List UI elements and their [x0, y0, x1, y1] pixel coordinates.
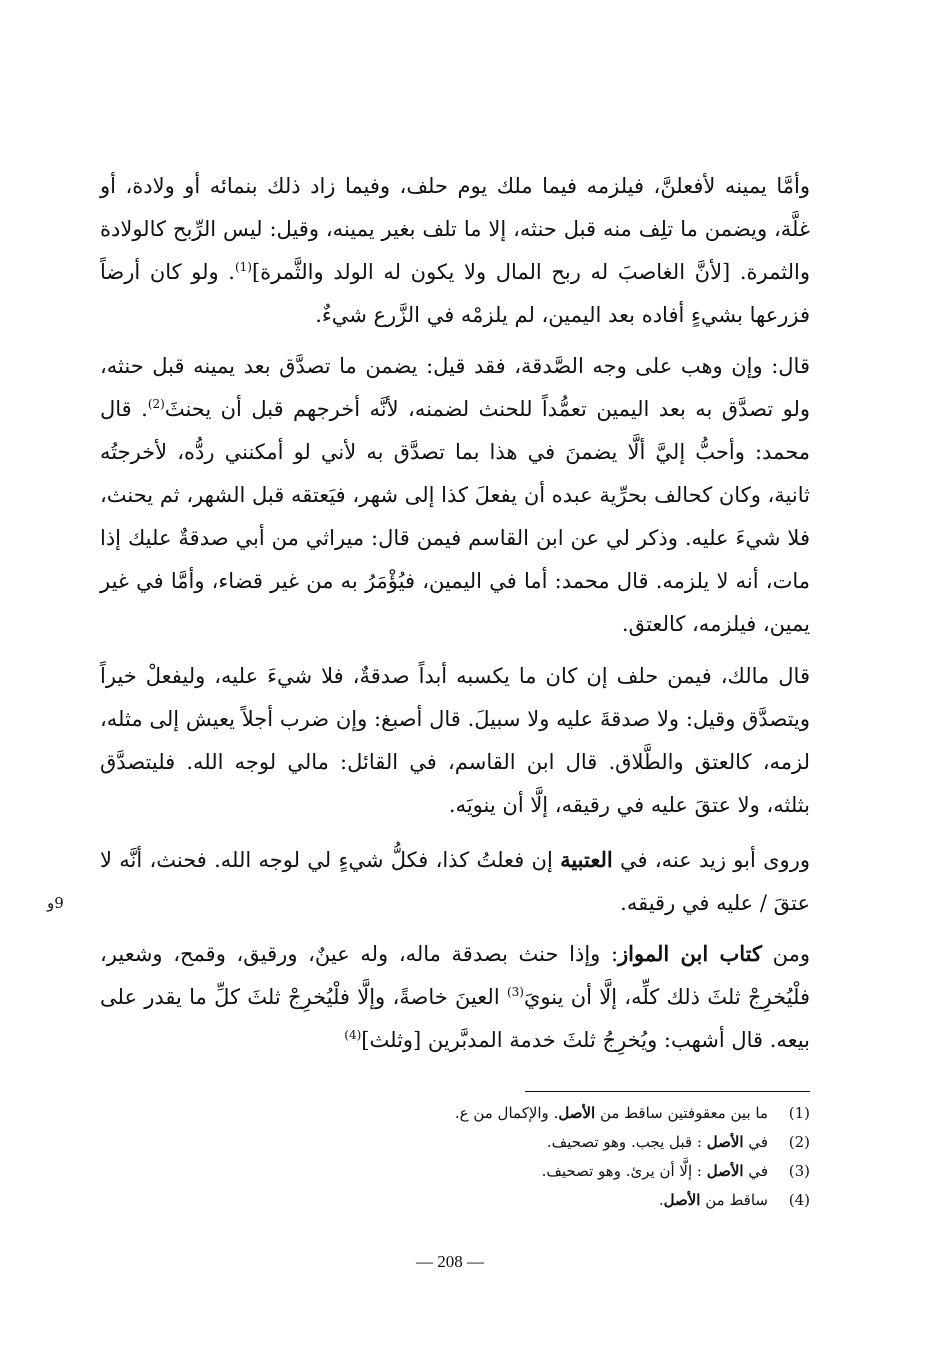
footnote-source: الأصل [558, 1104, 596, 1122]
footnote-text: . والإكمال من ع. [454, 1104, 559, 1122]
footnote-text: : قبل يجب. وهو تصحيف. [546, 1133, 707, 1151]
paragraph-1-text: وأمَّا يمينه لأفعلنَّ، فيلزمه فيما ملك يوم حلف، وفيما زاد ذلك بنمائه أو ولادة، أو غلَّة، ويضمن ما تلِف منه قبل حنثه، إلا ما تلف بغير يمينه، وقيل: ليس الرِّبح كالولادة والثمرة. [لأنَّ الغاصبَ له ربح المال ولا يكون له الولد والثَّمرة] [100, 174, 810, 284]
paragraph-5 [100, 932, 810, 1062]
paragraph-1-end: . ولو كان أرضاً فزرعها بشيءٍ أفاده بعد اليمين، لم يلزمْه في الزَّرع شيءٌ. [100, 260, 810, 327]
footnote-text: ساقط من [700, 1191, 768, 1209]
footnote-source: الأصل [706, 1162, 744, 1180]
manuscript-folio-marker: 9و [47, 894, 64, 912]
footnote-ref-4: (4) [344, 1028, 362, 1042]
footnote-ref-2: (2) [147, 397, 165, 411]
paragraph-1 [100, 165, 810, 337]
footnote-2 [300, 1128, 810, 1157]
source-title-utbiyya: العتبية [560, 847, 613, 872]
paragraph-2 [100, 345, 810, 646]
footnote-3 [300, 1157, 810, 1186]
footnote-source: الأصل [663, 1191, 701, 1209]
paragraph-4-text-b: إن فعلتُ كذا، فكلُّ شيءٍ لي لوجه الله. فحنث، أنَّه لا عتقَ / عليه في رقيقه. [100, 848, 810, 915]
footnote-number: (2) [788, 1133, 810, 1151]
footnote-number: (4) [788, 1191, 810, 1209]
paragraph-5-text-c: العينَ خاصةً، وإلَّا فلْيُخرِجْ ثلثَ كلِّ ما يقدر على بيعه. قال أشهب: ويُخرِجُ ثلثَ خدمة المدبَّرين [وثلث] [100, 985, 810, 1052]
footnote-4 [300, 1186, 810, 1215]
paragraph-5-text-a: ومن [761, 942, 810, 966]
footnote-text: . [658, 1191, 664, 1209]
source-title-ibn-al-mawwaz: كتاب ابن المواز [618, 941, 762, 966]
footnote-number: (3) [788, 1162, 810, 1180]
paragraph-3 [100, 655, 810, 827]
paragraph-2-text-b: . قال محمد: وأحبُّ إليَّ ألَّا يضمنَ في هذا بما تصدَّق به لأني لو أمكنني ردُّه، لأخرجتُه ثانية، وكان كحالف بحرِّية عبده أن يفعلَ كذا إلى شهر، فيَعتقه قبل الشهر، ثم يحنث، فلا شيءَ عليه. وذكر لي عن ابن القاسم فيمن قال: ميراثي من أبي صدقةٌ عليك إذا مات، أنه لا يلزمه. قال محمد: أما في اليمين، فيُؤْمَرُ به من غير قضاء، وأمَّا في غير يمين، فيلزمه، كالعتق. [100, 397, 810, 636]
paragraph-5-text-b: : وإذا حنث بصدقة ماله، وله عينٌ، ورقيق، وقمح، وشعير، فلْيُخرِجْ ثلثَ ذلك كلِّه، إلَّا أن ينويَ [100, 942, 810, 1009]
footnotes [300, 1099, 810, 1215]
footnote-ref-3: (3) [506, 985, 524, 999]
footnote-text: ما بين معقوفتين ساقط من [595, 1104, 768, 1122]
footnote-text: في [743, 1133, 768, 1151]
paragraph-2-text-a: قال: وإن وهب على وجه الصَّدقة، فقد قيل: يضمن ما تصدَّق بعد يمينه قبل حنثه، ولو تصدَّق به بعد اليمين تعمُّداً للحنث لضمنه، لأنَّه أخرجهم قبل أن يحنثَ [100, 354, 810, 421]
footnote-source: الأصل [706, 1133, 744, 1151]
footnote-number: (1) [788, 1104, 810, 1122]
paragraph-4-text-a: وروى أبو زيد عنه، في [612, 848, 810, 872]
footnote-1 [300, 1099, 810, 1128]
footnote-text: : إلَّا أن يرئ. وهو تصحيف. [541, 1162, 707, 1180]
paragraph-4 [100, 838, 810, 925]
footnote-ref-1: (1) [234, 260, 252, 274]
footnote-text: في [743, 1162, 768, 1180]
footnote-separator [525, 1091, 810, 1092]
paragraph-3-text: قال مالك، فيمن حلف إن كان ما يكسبه أبداً صدقةٌ، فلا شيءَ عليه، وليفعلْ خيراً ويتصدَّق وقيل: ولا صدقةَ عليه ولا سبيلَ. قال أصبغ: وإن ضرب أجلاً يعيش إلى مثله، لزمه، كالعتق والطَّلاق. قال ابن القاسم، في القائل: مالي لوجه الله. فليتصدَّق بثلثه، ولا عتقَ عليه في رقيقه، إلَّا أن ينويَه. [100, 664, 810, 817]
page-number: — 208 — [416, 1252, 484, 1271]
